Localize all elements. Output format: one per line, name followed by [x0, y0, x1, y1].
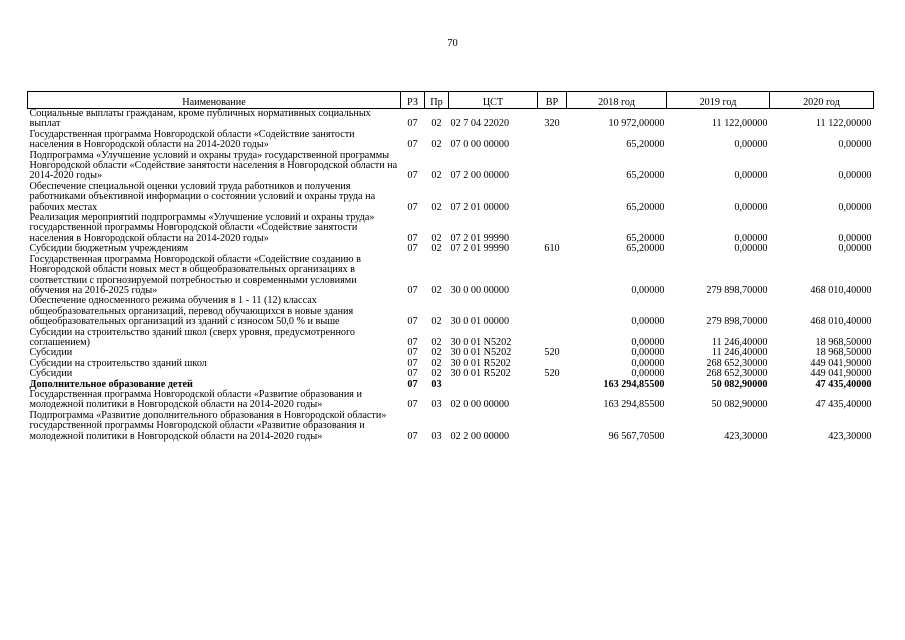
row-value-2018: 65,20000 — [626, 170, 665, 182]
row-name: Реализация мероприятий подпрограммы «Улучшение условий и охраны труда» государственной программы Новгородской области «Содействие занятости населения в Новгородской области на 2014-2020 годы» — [29, 212, 375, 244]
row-vr — [538, 151, 567, 182]
row-rz: 07 — [407, 118, 418, 130]
row-name: Государственная программа Новгородской области «Содействие занятости населения в Новгородской области на 2014-2020 годы» — [29, 128, 355, 151]
row-rz: 07 — [407, 284, 418, 296]
row-rz: 07 — [407, 232, 418, 244]
row-value-2019: 0,00000 — [734, 201, 768, 213]
row-rz: 07 — [407, 378, 418, 390]
row-value-2020: 47 435,40000 — [815, 378, 872, 390]
row-value-2020: 449 041,90000 — [810, 368, 872, 380]
row-name: Государственная программа Новгородской области «Развитие образования и молодежной политики в Новгородской области на 2014-2020 годы» — [29, 388, 362, 411]
row-rz: 07 — [407, 316, 418, 328]
row-pr: 02 — [431, 336, 442, 348]
row-vr — [538, 328, 567, 349]
row-value-2019: 0,00000 — [734, 243, 768, 255]
row-value-2020: 0,00000 — [838, 243, 872, 255]
row-cst: 30 0 01 R5202 — [450, 357, 511, 369]
header-2020: 2020 год — [770, 92, 874, 109]
header-pr: Пр — [425, 92, 449, 109]
row-rz: 07 — [407, 399, 418, 411]
row-pr: 02 — [431, 232, 442, 244]
row-pr: 02 — [431, 139, 442, 151]
row-rz: 07 — [407, 243, 418, 255]
row-value-2019: 0,00000 — [734, 170, 768, 182]
row-value-2019: 0,00000 — [734, 232, 768, 244]
row-value-2020: 18 968,50000 — [815, 347, 872, 359]
row-pr: 03 — [431, 378, 442, 390]
row-cst: 02 2 00 00000 — [450, 430, 510, 442]
row-value-2020: 423,30000 — [828, 430, 872, 442]
table-row — [28, 328, 874, 349]
row-cst: 07 2 00 00000 — [450, 170, 510, 182]
row-value-2019: 0,00000 — [734, 139, 768, 151]
row-pr: 02 — [431, 170, 442, 182]
row-value-2019: 268 652,30000 — [706, 357, 768, 369]
row-vr — [538, 411, 567, 442]
row-rz: 07 — [407, 368, 418, 380]
row-vr: 320 — [544, 118, 560, 130]
row-value-2018: 163 294,85500 — [603, 378, 665, 390]
row-pr: 03 — [431, 430, 442, 442]
row-name: Социальные выплаты гражданам, кроме публичных нормативных социальных выплат — [29, 108, 371, 130]
row-rz: 07 — [407, 336, 418, 348]
row-vr — [538, 380, 567, 390]
row-vr: 610 — [544, 243, 560, 255]
row-value-2018: 163 294,85500 — [603, 399, 665, 411]
table-row — [28, 255, 874, 297]
row-name: Обеспечение специальной оценки условий труда работников и получения работниками объективной информации о состоянии условий и охраны труда на рабочих местах — [29, 180, 376, 213]
row-value-2019: 268 652,30000 — [706, 368, 768, 380]
row-pr: 02 — [431, 357, 442, 369]
header-2018: 2018 год — [567, 92, 667, 109]
row-cst: 02 7 04 22020 — [450, 118, 510, 130]
row-value-2018: 0,00000 — [631, 316, 665, 328]
table-row — [28, 151, 874, 182]
row-cst: 02 0 00 00000 — [450, 399, 510, 411]
row-rz: 07 — [407, 357, 418, 369]
row-value-2020: 468 010,40000 — [810, 316, 872, 328]
page-number: 70 — [447, 38, 458, 49]
row-pr: 03 — [431, 399, 442, 411]
row-value-2019: 11 122,00000 — [711, 118, 768, 130]
row-value-2018: 96 567,70500 — [608, 430, 665, 442]
row-cst: 30 0 01 N5202 — [450, 336, 512, 348]
row-vr — [538, 130, 567, 151]
table-row — [28, 411, 874, 442]
header-2019: 2019 год — [667, 92, 770, 109]
row-value-2019: 279 898,70000 — [706, 284, 768, 296]
row-cst: 30 0 01 N5202 — [450, 347, 512, 359]
row-pr: 02 — [431, 201, 442, 213]
row-value-2019: 11 246,40000 — [711, 347, 768, 359]
header-cst: ЦСТ — [449, 92, 538, 109]
row-name: Обеспечение односменного режима обучения в 1 - 11 (12) классах общеобразовательных организаций, перевод обучающихся в новые здания общеобразовательных организаций из зданий с износом 50,0 % и выше — [29, 295, 354, 328]
row-value-2019: 50 082,90000 — [711, 378, 768, 390]
row-name: Государственная программа Новгородской области «Содействие созданию в Новгородской области новых мест в общеобразовательных организациях в соответствии с прогнозируемой потребностью и современными условиями обучения на 2016-2025 годы» — [29, 253, 361, 296]
row-value-2019: 50 082,90000 — [711, 399, 768, 411]
row-cst — [449, 380, 538, 390]
row-value-2018: 65,20000 — [626, 243, 665, 255]
row-value-2018: 0,00000 — [631, 284, 665, 296]
row-cst: 30 0 00 00000 — [450, 284, 510, 296]
row-pr: 02 — [431, 316, 442, 328]
row-name: Дополнительное образование детей — [29, 378, 193, 390]
table-header-row — [28, 92, 874, 109]
row-value-2019: 11 246,40000 — [711, 336, 768, 348]
row-value-2019: 423,30000 — [724, 430, 768, 442]
row-value-2018: 10 972,00000 — [608, 118, 665, 130]
header-vr: ВР — [538, 92, 567, 109]
row-value-2020: 0,00000 — [838, 170, 872, 182]
table-row — [28, 182, 874, 213]
header-rz: РЗ — [401, 92, 425, 109]
budget-table — [27, 91, 874, 442]
row-value-2020: 11 122,00000 — [815, 118, 872, 130]
table-row — [28, 130, 874, 151]
row-value-2020: 0,00000 — [838, 232, 872, 244]
row-name: Субсидии на строительство зданий школ (сверх уровня, предусмотренного соглашением) — [29, 326, 356, 348]
row-value-2018: 65,20000 — [626, 139, 665, 151]
row-pr: 02 — [431, 118, 442, 130]
row-pr: 02 — [431, 368, 442, 380]
row-name: Субсидии на строительство зданий школ — [29, 357, 207, 369]
table-row — [28, 109, 874, 130]
row-cst: 30 0 01 00000 — [450, 316, 510, 328]
row-cst: 07 2 01 00000 — [450, 201, 510, 213]
row-value-2020: 0,00000 — [838, 201, 872, 213]
row-value-2018: 65,20000 — [626, 232, 665, 244]
row-cst: 07 2 01 99990 — [450, 232, 510, 244]
row-pr: 02 — [431, 284, 442, 296]
row-name: Субсидии бюджетным учреждениям — [29, 243, 189, 255]
row-vr — [538, 182, 567, 213]
row-pr: 02 — [431, 243, 442, 255]
row-value-2020: 47 435,40000 — [815, 399, 872, 411]
row-vr: 520 — [544, 347, 560, 359]
row-value-2020: 449 041,90000 — [810, 357, 872, 369]
row-vr — [538, 296, 567, 327]
row-value-2019: 279 898,70000 — [706, 316, 768, 328]
row-value-2018: 0,00000 — [631, 336, 665, 348]
row-cst: 30 0 01 R5202 — [450, 368, 511, 380]
row-name: Субсидии — [29, 368, 73, 380]
row-cst: 07 2 01 99990 — [450, 243, 510, 255]
table-row — [28, 213, 874, 244]
row-rz: 07 — [407, 201, 418, 213]
row-name: Подпрограмма «Улучшение условий и охраны труда» государственной программы Новгородской области «Содействие занятости населения в Новгородской области на 2014-2020 годы» — [29, 149, 398, 182]
table-row — [28, 369, 874, 379]
row-name: Субсидии — [29, 347, 73, 359]
row-value-2020: 0,00000 — [838, 139, 872, 151]
row-rz: 07 — [407, 170, 418, 182]
row-value-2020: 18 968,50000 — [815, 336, 872, 348]
row-rz: 07 — [407, 139, 418, 151]
row-value-2018: 65,20000 — [626, 201, 665, 213]
row-value-2018: 0,00000 — [631, 357, 665, 369]
row-vr — [538, 390, 567, 411]
row-value-2018: 0,00000 — [631, 368, 665, 380]
row-rz: 07 — [407, 347, 418, 359]
row-rz: 07 — [407, 430, 418, 442]
row-vr — [538, 213, 567, 244]
row-name: Подпрограмма «Развитие дополнительного образования в Новгородской области» государственной программы Новгородской области «Развитие образования и молодежной политики в Новгородской области на 2014-2020 годы» — [29, 409, 387, 442]
table-row — [28, 390, 874, 411]
header-name: Наименование — [28, 92, 401, 109]
row-vr: 520 — [544, 368, 560, 380]
row-cst: 07 0 00 00000 — [450, 139, 510, 151]
row-value-2020: 468 010,40000 — [810, 284, 872, 296]
row-vr — [538, 255, 567, 297]
table-row — [28, 296, 874, 327]
row-pr: 02 — [431, 347, 442, 359]
row-value-2018: 0,00000 — [631, 347, 665, 359]
